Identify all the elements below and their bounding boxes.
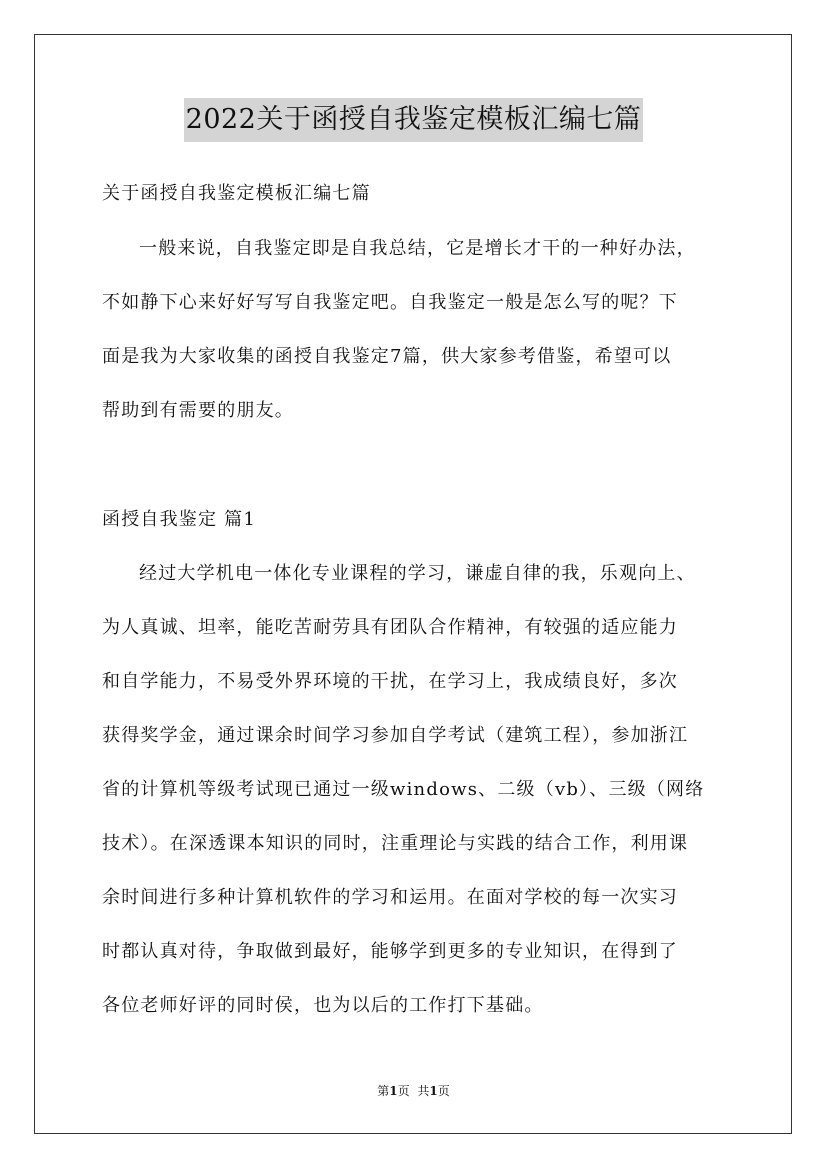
intro-line-4: 帮助到有需要的朋友。 [102, 400, 294, 421]
section-line-7: 余时间进行多种计算机软件的学习和运用。在面对学校的每一次实习 [102, 887, 678, 908]
intro-line-2: 不如静下心来好好写写自我鉴定吧。自我鉴定一般是怎么写的呢？下 [102, 292, 678, 313]
footer-total-suffix: 页 [437, 1084, 450, 1098]
section-line-6: 技术）。在深透课本知识的同时，注重理论与实践的结合工作，利用课 [102, 833, 689, 854]
section-line-1: 经过大学机电一体化专业课程的学习，谦虚自律的我，乐观向上、 [139, 563, 696, 584]
footer-total-prefix: 共 [417, 1084, 430, 1098]
intro-line-1: 一般来说，自我鉴定即是自我总结，它是增长才干的一种好办法， [139, 238, 696, 259]
footer-page-prefix: 第 [377, 1084, 390, 1098]
title-container [0, 98, 827, 142]
page-footer [0, 1082, 827, 1099]
document-title: 2022关于函授自我鉴定模板汇编七篇 [184, 98, 644, 142]
intro-line-3: 面是我为大家收集的函授自我鉴定7篇，供大家参考借鉴，希望可以 [102, 346, 672, 367]
section-line-8: 时都认真对待，争取做到最好，能够学到更多的专业知识，在得到了 [102, 941, 678, 962]
section-line-2: 为人真诚、坦率，能吃苦耐劳具有团队合作精神，有较强的适应能力 [102, 617, 678, 638]
footer-total-number: 1 [429, 1084, 438, 1098]
section-line-5: 省的计算机等级考试现已通过一级windows、二级（vb）、三级（网络 [102, 779, 705, 800]
section-line-3: 和自学能力，不易受外界环境的干扰，在学习上，我成绩良好，多次 [102, 671, 678, 692]
footer-page-number: 1 [389, 1084, 398, 1098]
section-line-4: 获得奖学金，通过课余时间学习参加自学考试（建筑工程），参加浙江 [102, 725, 689, 746]
document-subtitle: 关于函授自我鉴定模板汇编七篇 [102, 183, 371, 204]
section-heading: 函授自我鉴定 篇1 [102, 509, 256, 530]
footer-page-suffix: 页 [397, 1084, 410, 1098]
section-line-9: 各位老师好评的同时侯，也为以后的工作打下基础。 [102, 995, 544, 1016]
